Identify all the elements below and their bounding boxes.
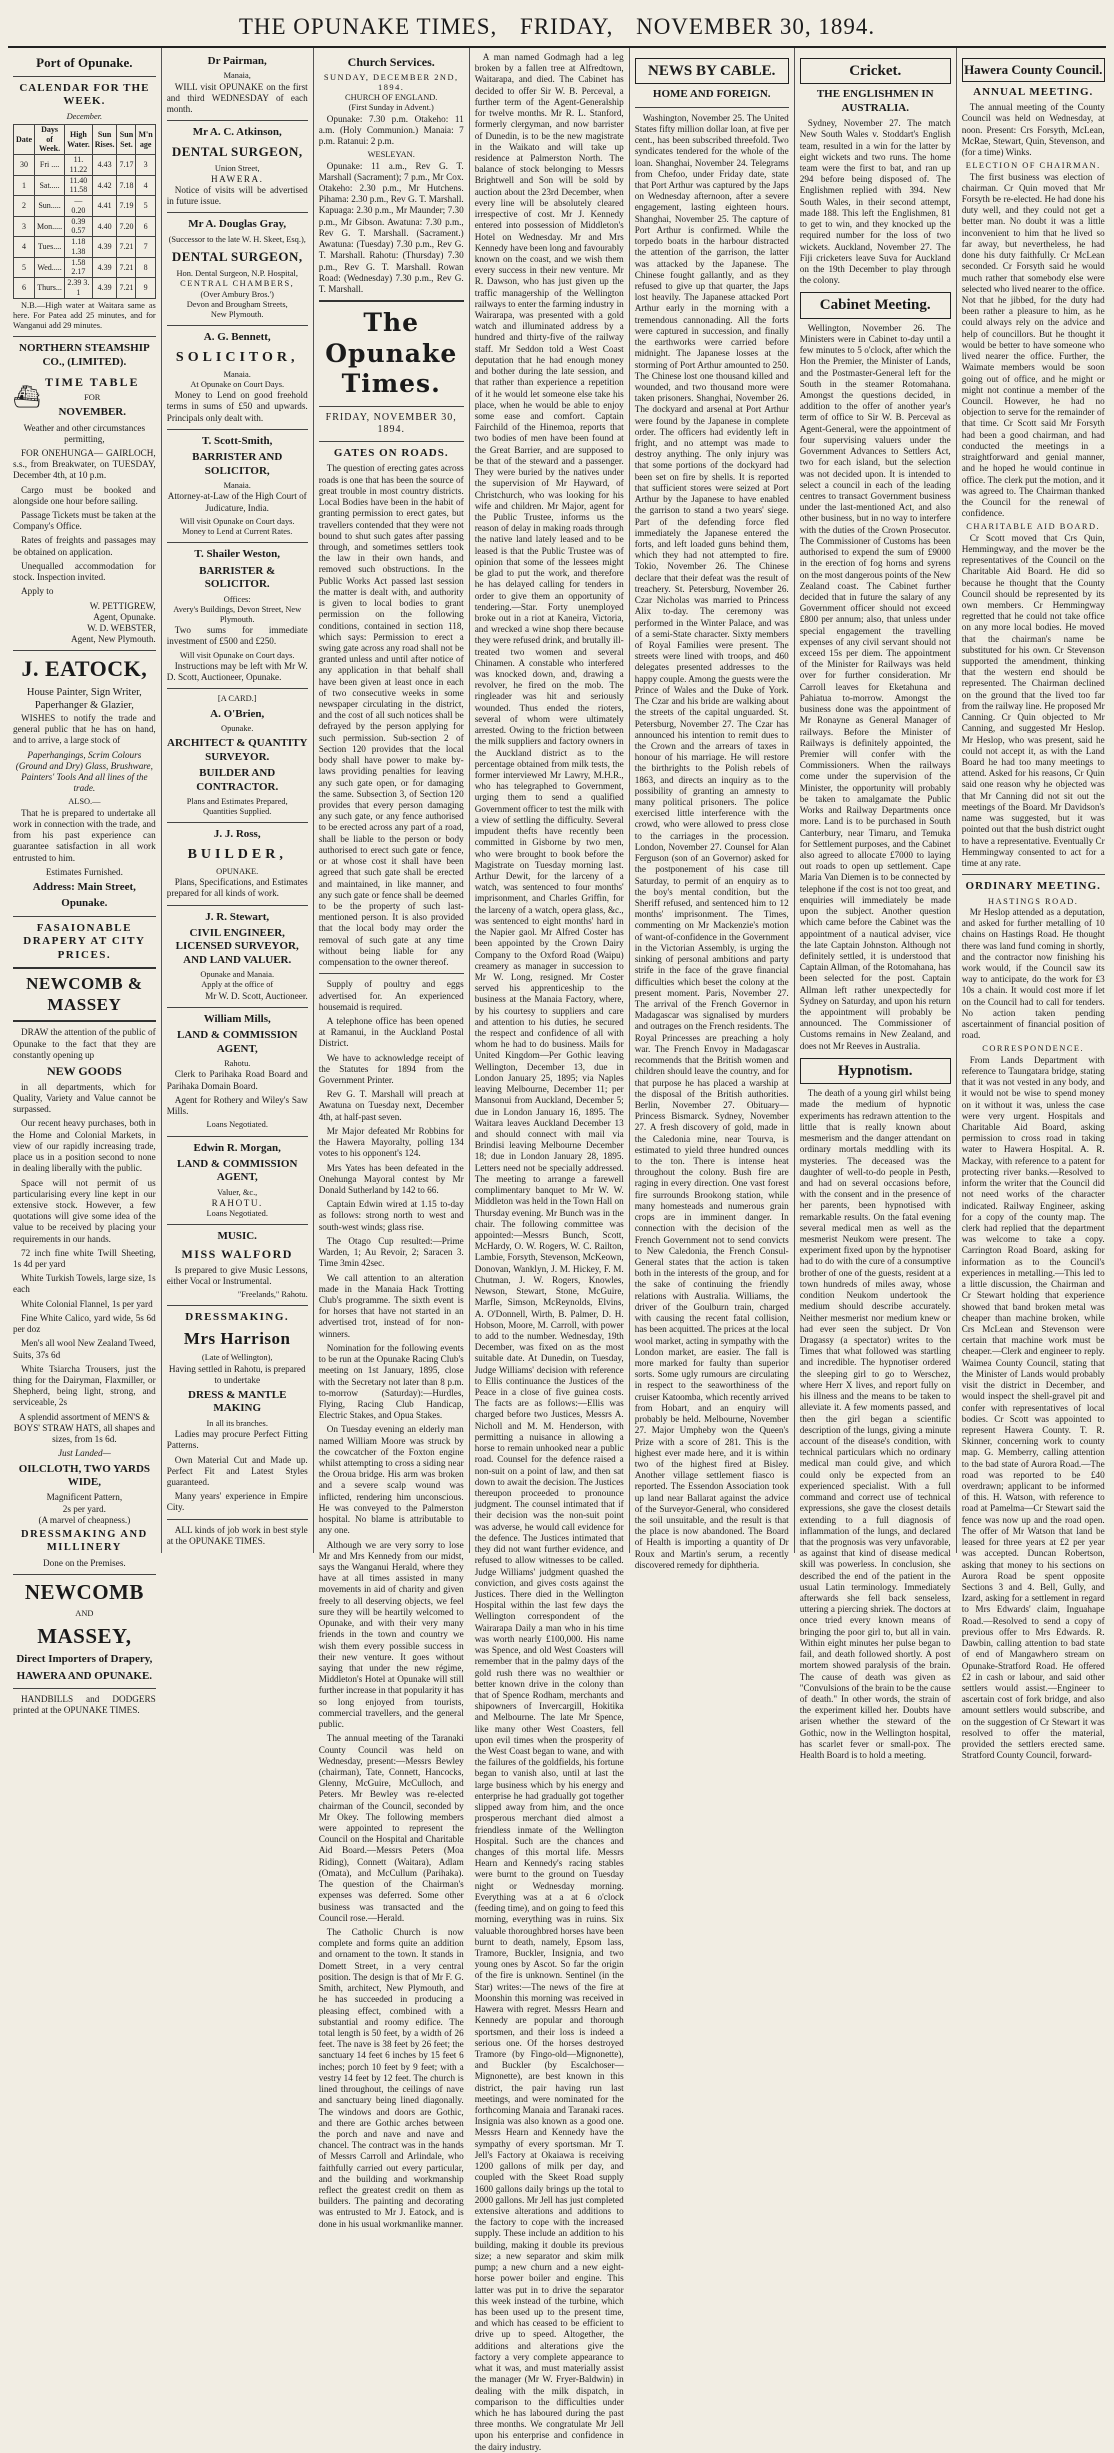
harrison-ladies: Ladies may procure Perfect Fitting Patterns. <box>166 1429 308 1451</box>
tide-header-cell: Sun Rises. <box>92 124 117 154</box>
steamship-icon: ⛴ <box>13 383 41 409</box>
obrien-name: A. O'Brien, <box>210 707 265 720</box>
passage-text: Passage Tickets must be taken at the Company's Office. <box>13 510 156 532</box>
tide-cell: 4.42 <box>92 175 117 196</box>
scott-money: Money to Lend at Current Rates. <box>182 527 293 537</box>
tide-header-cell: M'n age <box>136 124 155 154</box>
gray-hon: Hon. Dental Surgeon, N.P. Hospital, <box>176 269 298 278</box>
stewart-trade: CIVIL ENGINEER, LICENSED SURVEYOR, AND LAND VALUER. <box>175 927 299 966</box>
atkinson-trade: DENTAL SURGEON, <box>171 143 303 159</box>
tide-cell: 7 <box>136 237 155 258</box>
nm2-importers: Direct Importers of Drapery, <box>16 1653 153 1666</box>
nm-calico: Fine White Calico, yard wide, 5s 6d per doz <box>13 1312 156 1335</box>
brief-12: Although we are very sorry to lose Mr and Mrs Kennedy from our midst, says the Wanganui Herald, where they have at all times assisted in many movements in aid of charity and given freely to all deserving objects, we feel sure they will be heartily welcomed to Opunake, and with their very many friends in the town and country we wish them every possible success in their new venture. It goes without saying that under the new régime, Middleton's Hotel at Opunake will still further increase in that popularity it has so long enjoyed from tourists, commercial travellers, and the general public. <box>318 1539 464 1730</box>
brief-11: On Tuesday evening an elderly man named William Moore was struck by the cowcatcher of the Foxton engine whilst attempting to cross a siding near the Oroua bridge. His arm was broken and a severe scalp wound was inflicted, rendering him unconscious. He was conveyed to the Palmerston hospital. No blame is attributable to any one. <box>318 1424 464 1536</box>
morgan-name: Edwin R. Morgan, <box>193 1141 281 1154</box>
church-eng: CHURCH OF ENGLAND. <box>345 93 438 103</box>
masthead-title: THE OPUNAKE TIMES, <box>238 14 498 39</box>
ordinary-heading: ORDINARY MEETING. <box>965 880 1101 893</box>
masthead <box>8 10 1106 48</box>
unequalled-text: Unequalled accommodation for stock. Inspection invited. <box>13 560 156 583</box>
atkinson-town: HAWERA. <box>211 173 264 184</box>
harrison-branches: In all its branches. <box>206 1418 268 1428</box>
address-town: Opunake. <box>61 897 108 910</box>
column-6 <box>795 48 957 1761</box>
council-title: Hawera County Council. <box>962 58 1105 82</box>
brief-3: We have to acknowledge receipt of the Statutes for 1894 from the Government Printer. <box>318 1052 464 1086</box>
rates-text: Rates of freights and passages may be obtained on application. <box>13 535 156 557</box>
obrien-trade: ARCHITECT & QUANTITY SURVEYOR. <box>167 737 308 763</box>
column-2 <box>162 48 314 1553</box>
tide-cell: Wed..... <box>35 257 65 278</box>
gray-name: Mr A. Douglas Gray, <box>188 218 287 231</box>
brief-6: Mrs Yates has been defeated in the Onehunga Mayoral contest by Mr Donald Sutherland by 142 to 66. <box>318 1162 464 1195</box>
stewart-apply: Apply at the office of <box>201 980 274 990</box>
nm-depts: in all departments, which for Quality, Variety and Value cannot be surpassed. <box>13 1081 156 1115</box>
tide-row <box>14 237 156 258</box>
nm2-towns: HAWERA AND OPUNAKE. <box>16 1669 153 1682</box>
tide-cell: 7.17 <box>117 155 136 176</box>
tide-header-cell: Sun Set. <box>117 124 136 154</box>
time-table-label: TIME TABLE <box>44 375 140 390</box>
weston-instr: Instructions may be left with Mr W. D. Scott, Auctioneer, Opunake. <box>166 660 308 683</box>
tide-note: N.B.—High water at Waitara same as here. For Patea add 25 minutes, and for Wanganui add 29 minutes. <box>13 300 156 331</box>
agent1-place: Agent, Opunake. <box>93 611 156 622</box>
eatock-name: J. EATOCK, <box>21 656 148 682</box>
nm-trousers: White Tsiarcha Trousers, just the thing for the Dairyman, Flaxmiller, or Shepherd, being light, strong, and serviceable, 2s <box>13 1363 156 1408</box>
tide-cell: 2 <box>14 196 35 217</box>
steamship-title: NORTHERN STEAMSHIP CO., (LIMITED). <box>19 342 150 368</box>
ross-place: OPUNAKE. <box>216 866 259 876</box>
brief-8: The Otago Cup resulted:—Prime Warden, 1; Au Revoir, 2; Saracen 3. Time 3min 42sec. <box>318 1235 464 1269</box>
tide-header-cell: High Water. <box>65 124 93 154</box>
calendar-title: CALENDAR FOR THE WEEK. <box>19 81 150 108</box>
nm2-massey: MASSEY, <box>37 1623 132 1648</box>
weston-sums: Two sums for immediate investment of £500 and £250. <box>166 625 308 647</box>
church-wes: WESLEYAN. <box>367 150 415 160</box>
card-label: [A CARD.] <box>217 694 257 704</box>
obrien-place: Opunake. <box>221 724 254 734</box>
eatock-also: That he is prepared to undertake all work in connection with the trade, and from his past experience can guarantee satisfaction in all work entrusted to him. <box>13 807 156 863</box>
agent2-place: Agent, New Plymouth. <box>70 634 156 645</box>
tide-cell: 11.40 11.58 <box>65 175 93 196</box>
nm-title: NEWCOMB & MASSEY <box>26 974 143 1014</box>
nm-dress: DRESSMAKING AND MILLINERY <box>21 1529 148 1553</box>
mills-place: Rahotu. <box>224 1059 251 1069</box>
tide-cell: Fri .... <box>35 155 65 176</box>
tide-cell: 4.39 <box>92 237 117 258</box>
obrien-builder: BUILDER AND CONTRACTOR. <box>196 767 279 793</box>
harrison-late: (Late of Wellington), <box>201 1353 273 1363</box>
fashionable: FASAIONABLE DRAPERY AT CITY PRICES. <box>23 921 146 961</box>
for-label: FOR <box>84 392 101 402</box>
tide-cell: 7.19 <box>117 196 136 217</box>
tide-cell: 4 <box>14 237 35 258</box>
tide-cell: 2.39 3. 1 <box>65 278 93 299</box>
church-eng-text: Opunake: 7.30 p.m. Otakeho: 11 a.m. (Holy Communion.) Manaia: 7 p.m. Ratanui: 2 p.m. <box>318 113 464 147</box>
brief-13: The annual meeting of the Taranaki County Council was held on Wednesday, present:—Messrs Bewley (chairman), Tate, Connett, Hancocks, Glenny, McGuire, McCulloch, and Peters. Mr Bewley was re-elected chairman of the Council, seconded by Mr Okey. The following members were appointed to represent the Council on the Hospital and Charitable Aid Board.—Messrs Peters (Moa Riding), Connett (Waitara), Adlam (Omata), and McCullum (Parihaka). The question of the Chairman's expenses was deferred. Some other business was transacted and the Council rose.—Herald. <box>318 1733 464 1923</box>
column-4 <box>470 48 630 2452</box>
scott-visit: Will visit Opunake on Court days. <box>179 516 295 526</box>
nm2-title: NEWCOMB <box>24 1579 144 1604</box>
gray-succ: (Successor to the late W. H. Skeet, Esq.), <box>168 234 306 244</box>
tide-cell: 3 <box>136 155 155 176</box>
tide-cell: 7.21 <box>117 237 136 258</box>
council-text-4: Mr Heslop attended as a deputation, and asked for further metalling of 10 chains on Hastings Road. He thought there was land fund coming in shortly, and the contractor now finishing his work would, if the Council saw its way to anticipate, do the work for £3 10s a chain. It would cost more if let on the Council had to call for tenders. No action taken pending ascertainment of financial position of road. <box>961 906 1105 1041</box>
walford-name: MISS WALFORD <box>181 1246 293 1261</box>
tide-row <box>14 155 156 176</box>
atkinson-note: Notice of visits will be advertised in future issue. <box>166 185 308 207</box>
council-text-3: Cr Scott moved that Crs Quin, Hemmingway, and the mover be the representatives of the Council on the Charitable Aid Board. He did so because he thought that the County Council should be represented by its own members. Cr Hemmingway regretted that he could not take office on any more local bodies. He moved that the chairman's name be substituted for his own. Cr Stevenson supported the amendment, thinking that the western end should be represented. The Chairman declined on the ground that the lived too far from the railway line. He proposed Mr Canning. Cr Quin objected to Mr Canning, and suggested Mr Heslop. Mr Heslop, who was present, said he could not accept it, as with the Land Board he had too many meetings to attend. Asked for his reasons, Cr Quin said one reason why he objected was that Mr Canning did not sit out the meetings of the Board. Mr Davidson's name was suggested, but it was pointed out that the bush district ought to have a representative. Eventually Cr Hemmingway consented to act for a time at any rate. <box>961 532 1105 868</box>
tide-table <box>13 124 156 299</box>
hypnotism-title: Hypnotism. <box>800 1058 951 1084</box>
tide-cell: 11. 11.22 <box>65 155 93 176</box>
brief-10: Nomination for the following events to be run at the Opunake Racing Club's meeting on 1st January, 1895, close with the Secretary not later than 8 p.m. to-morrow (Saturday):—Hurdles, Flying, Racing Club Handicap, Electric Stakes, and Opua Stakes. <box>318 1342 464 1421</box>
nm-towels: White Turkish Towels, large size, 1s each <box>13 1273 156 1295</box>
election-heading: ELECTION OF CHAIRMAN. <box>965 161 1101 171</box>
tide-cell: 1.58 2.17 <box>65 257 93 278</box>
mills-trade: LAND & COMMISSION AGENT, <box>177 1029 298 1055</box>
tide-cell: 8 <box>136 257 155 278</box>
morgan-place: RAHOTU. <box>211 1198 263 1208</box>
tide-cell: 6 <box>136 216 155 237</box>
ross-text: Plans, Specifications, and Estimates prepared for all kinds of work. <box>166 877 308 899</box>
council-text-1: The annual meeting of the County Council was held on Wednesday, at noon. Present: Crs Forsyth, McLean, McRae, Stewart, Quin, Stevenson, and (for a time) Winks. <box>961 102 1105 158</box>
tide-cell: 1 <box>14 175 35 196</box>
brief-5: Mr Major defeated Mr Robbins for the Hawera Mayoralty, polling 134 votes to his opponent's 124. <box>318 1125 464 1159</box>
pairman-place: Manaia, <box>223 71 251 81</box>
gray-chambers: CENTRAL CHAMBERS, <box>180 279 295 289</box>
column-5 <box>630 48 795 1570</box>
stewart-name: J. R. Stewart, <box>205 910 270 923</box>
tide-cell: 4.39 <box>92 278 117 299</box>
nm-new-goods: NEW GOODS <box>46 1064 122 1079</box>
mills-name: William Mills, <box>203 1012 271 1025</box>
masthead-date: NOVEMBER 30, 1894. <box>636 14 876 39</box>
address-label: Address: Main Street, <box>32 880 136 893</box>
tide-cell: Sat..... <box>35 175 65 196</box>
obrien-plans: Plans and Estimates Prepared, <box>186 796 288 806</box>
walford-text: Is prepared to give Music Lessons, either Vocal or Instrumental. <box>166 1264 308 1286</box>
cable-subtitle: HOME AND FOREIGN. <box>652 88 771 101</box>
stewart-scott: Mr W. D. Scott, Auctioneer. <box>205 990 308 1001</box>
walford-addr: "Freelands," Rahotu. <box>237 1289 308 1299</box>
scott-attorney: Attorney-at-Law of the High Court of Judicature, India. <box>167 491 307 513</box>
tide-cell: 4.40 <box>92 216 117 237</box>
tide-cell: 5 <box>136 196 155 217</box>
mills-agent: Agent for Rothery and Wiley's Saw Mills. <box>166 1094 308 1117</box>
tide-cell: Thurs... <box>35 278 65 299</box>
tide-header-cell: Days of Week. <box>35 124 65 154</box>
council-subtitle: ANNUAL MEETING. <box>973 85 1094 98</box>
tide-cell: 0.39 0.57 <box>65 216 93 237</box>
cable-title: NEWS BY CABLE. <box>635 58 789 84</box>
stewart-place: Opunake and Manaia. <box>200 970 275 980</box>
nm-purchases: Our recent heavy purchases, both in the Home and Colonial Markets, in view of our rapidly increasing trade, place us in a position second to none in dealing liberally with the public. <box>13 1118 156 1174</box>
council-text-5: From Lands Department with reference to Taungatara bridge, stating that it was not vested in any body, and it would not be wise to spend money on it without it was, unless the case were very urgent. Hospitals and Charitable Aid Board, asking permission to cross road in taking water to Hawera Hospital. A. R. Mackay, with reference to a patent for protecting river banks.—Resolved to inform the writer that the Council did not need works of the character indicated. Railway Engineer, asking for a copy of the county map. The clerk had replied that the department was welcome to take a copy. Carrington Road Board, asking for information as to the Council's experiences in metalling.—This led to a little discussion, the Chairman and Cr Stewart holding that experience showed that band broken metal was cheaper than machine broken, while Crs McLean and Stevenson were certain that machine work must be cheaper.—Clerk and engineer to reply. Waimea County Council, stating that the Minister of Lands would probably visit the district in December, and would inspect the shell-gravel pit and confer with representatives of local bodies. Cr Scott was appointed to represent Hawera County. T. R. Skinner, concerning work to county map. G. Memberry, calling attention to the bad state of Aurora Road.—The road was reported to be £40 overdrawn; applicant to be informed of this. H. Watson, with reference to road at Pamelma—Cr Stewart said the fence was now up and the road open. The offer of Mr Watson that land be leased for three years at £2 per year was accepted. Duncan Robertson, asking that money to his sections on Aurora Road be spent opposite Sections 3 and 4. Bell, Gully, and Izard, asking for a settlement in regard to Mrs Edwards' claim, Inguahape Road.—Resolved to send a copy of previous offer to Mrs Edwards. R. Dawbin, calling attention to bad state of end of Mangawhero stream on Opunake-Stratford Road. He offered £2 in cash or labour, and said other settlers would assist.—Engineer to ascertain cost of fork bridge, and also amount settlers would subscribe, and on the suggestion of Cr Stewart it was resolved to offer the material, provided the settlers erected same. Stratford County Council, forward- <box>961 1054 1105 1761</box>
scott-place: Manaia. <box>223 481 251 491</box>
brief-4: Rev G. T. Marshall will preach at Awatuna on Tuesday next, December 4th, at half-past seven. <box>318 1089 464 1122</box>
bennett-court: At Opunake on Court Days. <box>190 379 285 389</box>
brief-9: We call attention to an alteration made in the Manaia Hack Trotting Club's programme. The sixth event is for horses that have not started in an advertised trot, instead of for non-winners. <box>318 1272 464 1339</box>
tide-cell: Tues.... <box>35 237 65 258</box>
scott-name: T. Scott-Smith, <box>202 434 273 447</box>
brief-14: The Catholic Church is now complete and forms quite an addition and ornament to the town. It stands in Domett Street, in a very central position. The design is that of Mr F. G. Smith, architect, New Plymouth, and he has succeeded in producing a pleasing effect, combined with a substantial and roomy edifice. The total length is 50 feet, by a width of 26 feet. The nave is 38 feet by 26 feet; the sanctuary 14 feet 6 inches by 15 feet 6 inches; porch 10 feet by 9 feet; with a vestry 14 feet by 12 feet. The church is lined throughout, the ceilings of nave and sanctuary being lined diagonally. The windows and doors are Gothic, and there are Gothic arches between the porch and nave and nave and chancel. The contract was in the hands of Messrs Carroll and Arlindale, who faithfully carried out every particular, and the building and workmanship reflect the greatest credit on them as builders. The painting and decorating was entrusted to Mr J. Eatock, and is done in his usual workmanlike manner. <box>318 1927 464 2229</box>
weston-addr: Avery's Buildings, Devon Street, New Plymouth. <box>173 604 302 625</box>
onehunga-text: FOR ONEHUNGA— GAIRLOCH, s.s., from Breakwater, on TUESDAY, December 4th, at 10 p.m. <box>13 447 156 481</box>
tide-cell: 9 <box>136 278 155 299</box>
correspondence-heading: CORRESPONDENCE. <box>982 1044 1085 1054</box>
morgan-trade: LAND & COMMISSION AGENT, <box>177 1157 298 1184</box>
nm-premises: Done on the Premises. <box>43 1557 126 1568</box>
church-title: Church Services. <box>347 55 435 69</box>
dress-title: DRESSMAKING. <box>185 1311 290 1324</box>
tide-row <box>14 216 156 237</box>
cricket-text: Sydney, November 27. The match New South Wales v. Stoddart's English team, resulted in a win for the latter by eight wickets and two runs. The home team were the first to bat, and ran up 294 before being disposed of. The Englishmen replied with 394. New South Wales, in their second attempt, made 188. This left the Englishmen, 81 to get to win, and they knocked up the required number for the loss of two wickets. Auckland, November 27. The Fiji cricketers leave Suva for Auckland on the 19th December to play through the colony. <box>799 118 951 286</box>
morgan-loans: Loans Negotiated. <box>206 1209 268 1219</box>
tide-cell: 7.20 <box>117 216 136 237</box>
music-title: MUSIC. <box>217 1230 257 1243</box>
tide-cell: 7.18 <box>117 175 136 196</box>
bennett-name: A. G. Bennett, <box>203 331 271 344</box>
port-title: Port of Opunake. <box>36 55 133 70</box>
cricket-title: Cricket. <box>800 58 951 84</box>
also-label: ALSO.— <box>68 797 101 807</box>
morgan-valuer: Valuer, &c., <box>217 1187 258 1197</box>
atkinson-street: Union Street, <box>214 163 260 173</box>
scott-trade: BARRISTER AND SOLICITOR, <box>192 451 283 477</box>
weston-offices: Offices: <box>223 594 251 604</box>
mills-clerk: Clerk to Parihaka Road Board and Parihaka Domain Board. <box>166 1069 308 1091</box>
cricket-subtitle: THE ENGLISHMEN IN AUSTRALIA. <box>816 88 934 114</box>
harrison-name: Mrs Harrison <box>183 1328 291 1348</box>
pairman-name: Dr Pairman, <box>207 55 267 67</box>
tide-cell: 7.21 <box>117 257 136 278</box>
tide-cell: 4.39 <box>92 257 117 278</box>
obrien-quant: Quantities Supplied. <box>203 807 272 817</box>
gray-trade: DENTAL SURGEON, <box>171 249 303 265</box>
nm2-and: AND <box>75 1609 94 1619</box>
tide-cell: 5 <box>14 257 35 278</box>
tide-cell: 3 <box>14 216 35 237</box>
council-text-2: The first business was election of chairman. Cr Quin moved that Mr Forsyth be re-elected. He had done his duty well, and they could not get a better man. No doubt it was a little inconvenient to him that he lived so far away, but nevertheless, he had done his duty faithfully. Cr McLean seconded. Cr Forsyth said he would much rather that somebody else were selected who lived nearer to the office. Not that he jibbed, for the duty had been rather a pleasure to him, as he could always rely on the advice and help of councillors. But he thought it would be better to have someone who lived nearer the office. Further, the Waimate members would be soon going out of office, and he might or might not continue a member of the Council. However, he had no objection to serve for the remainder of that time. Cr Scott said Mr Forsyth had been a good chairman, and had conducted the meetings in a straightforward and genial manner, and he hoped he would continue in office. The clerk put the motion, and it was agreed to. The Chairman thanked the Council for the renewal of confidence. <box>961 171 1105 519</box>
month-label: NOVEMBER. <box>58 406 126 419</box>
column-7 <box>957 48 1110 1761</box>
all-kinds: ALL kinds of job work in best style at the OPUNAKE TIMES. <box>166 1524 308 1546</box>
paper-date: FRIDAY, NOVEMBER 30, 1894. <box>325 411 457 435</box>
tide-header-cell: Date <box>14 124 35 154</box>
bennett-money: Money to Lend on good freehold terms in sums of £50 and upwards. Principals only dealt with. <box>166 390 308 423</box>
tide-row <box>14 278 156 299</box>
handbills: HANDBILLS and DODGERS printed at the OPUNAKE TIMES. <box>13 1694 156 1716</box>
nm-flannel: White Colonial Flannel, 1s per yard <box>21 1298 153 1309</box>
nm-pattern: Magnificent Pattern, <box>46 1492 123 1503</box>
masthead-day: FRIDAY, <box>520 14 614 39</box>
bennett-place: Manaia. <box>223 369 251 379</box>
nm-oilcloth: OILCLOTH, TWO YARDS WIDE, <box>18 1462 151 1488</box>
nm-price: 2s per yard. <box>62 1503 106 1514</box>
eatock-trade: House Painter, Sign Writer, Paperhanger & Glazier, <box>26 687 142 712</box>
gates-text: The question of erecting gates across roads is one that has been the source of great trouble in most country districts. Local Bodies have been in the habit of granting permission to erect gates, but travellers contended that they were not bound to shut such gates after passing through, and sometimes settlers took the law in their own hands, and removed such obstructions. In the Public Works Act passed last session the matter is dealt with, and authority is given to local bodies to grant permission on the following conditions, contained in section 118, which says: Permission to erect a swing gate across any road shall not be granted unless and until after notice of any application in that behalf shall have been given at least once in each of two consecutive weeks in some newspaper circulating in the district, and the cost of all such notices shall be defrayed by the person applying for such permission. Sub-section 2 of Section 120 provides that the local body shall have power to make by-laws providing penalties for leaving any such gate open, or for damaging the same. Subsection 3, of Section 120 provides that every person damaging any such gate, or any fence authorised to be erected across any part of a road, shall be liable to the person or body authorised to erect such gate or fence, or at whose cost it shall have been agreed that such gate shall be erected and maintained, in like manner, and any such gate or fence shall be deemed to be the property of such last-mentioned person. It is also provided that the local body may order the removal of such gate at any time without being liable for any compensation to the owner thereof. <box>318 463 464 968</box>
tide-cell: Mon..... <box>35 216 65 237</box>
cabinet-text: Wellington, November 26. The Ministers were in Cabinet to-day until a few minutes to 5 o'clock, after which the Hon the Premier, the Minister of Lands, and the Postmaster-General left for the South in the steamer Rotomahana. Amongst the questions decided, in addition to the offer of another year's term of office to Sir W. B. Perceval as Agent-General, were the appointment of four supervising valuers under the Government Advances to Settlers Act, two for each island, but the selection was not decided upon. It is intended to select a council in each of the leading centres to transact Government business under the last-mentioned Act, and also other business, but in no way to interfere with the duties of the Crown Prosecutor. The Commissioner of Customs has been authorised to expend the sum of £9000 in the erection of fog horns and syrens on the most dangerous points of the New Zealand coast. The Cabinet further decided that in future the salary of any Government officer should not exceed £800 per annum; also, that unless under special engagement the travelling expenses of any civil servant should not exceed 15s per diem. The appointment of the Minister for Railways was held over for further consideration. Mr Carroll leaves for Eketahuna and Pahiatua to-morrow. Amongst the business done was the appointment of Mr Ronayne as General Manager of railways. Before the Minister of Railways is definitely appointed, the Premier will confer with the Commissioners. When the railways come under the supervision of the Minister, the opportunity will probably be taken to amalgamate the Public Works and Railway Departments once more. Land is to be purchased in South Canterbury, near Timaru, and Temuka for Settlement purposes, and the Cabinet also agreed to allocate £7000 to laying out roads to open up settlement. Cape Maria Van Diemen is to be connected by telephone if the cost is not too great, and enquiries will immediately be made upon the subject. Another question which came before the Cabinet was the appointment of a nautical adviser, vice the late Captain Johnston. Although not definitely settled, it is understood that Captain Allman, of the Rotomahana, has been selected for the post. Captain Allman left rather unexpectedly for Sydney on Saturday, and upon his return the appointment will probably be announced. The Commissioner of Customs remains in New Zealand, and does not Mr Reeves in Australia. <box>799 322 951 1051</box>
tide-row <box>14 196 156 217</box>
hypnotism-text: The death of a young girl whilst being made the medium of hypnotic experiments has redrawn attention to the little that is really known about mesmerism and the danger attendant on ordinary mortals meddling with its mysteries. The deceased was the daughter of well-to-do people in Pesth, and had on several occasions before, with the consent and in the presence of her parents, been hypnotised with remarkable results. On the fatal evening several medical men as well as the mesmerist Neukom were present. The experiment fixed upon by the hypnotiser had to do with the cure of a consumptive brother of one of the guests, resident at a town hundreds of miles away, whose condition Neukom undertook the medium should describe accurately. Neither mesmerist nor medium knew or had ever seen the subject. Dr Von Dragassy (a spectator) writes to the Times that what followed was startling and incredible. The hypnotiser ordered the sleeping girl to go to Werschez, where Herr X lives, and report fully on his illness and the means to be taken to alleviate it. A few moments passed, and then the girl began a scientific description of the lungs, giving a minute account of the disease's condition, with technical particulars which no ordinary medical man could give, and which could only be expected from an experienced specialist. With a full command and correct use of technical expressions, she gave the closest details extending to a full diagnosis of inflammation of the lungs, and declared that the prognosis was very unfavorable, as against that kind of disease medical skill was powerless. In conclusion, she described the end of the patient in the usual Latin terminology. Immediately afterwards she fell back senseless, uttering a piercing shriek. The doctors at once tried every known means of bringing the poor girl to, but all in vain. Within eight minutes her pulse began to fail, and death followed shortly. A post mortem showed paralysis of the brain. The cause of death was given as "Convulsions of the brain to be the cause of death." In other words, the strain of the experiment killed her. Doubts have arisen whether the steward of the Gothic, now in the Wellington hospital, has scarlet fever or small-pox. The Health Board is to hold a meeting. <box>799 1088 951 1761</box>
church-date: SUNDAY, DECEMBER 2ND, 1894. <box>323 72 459 92</box>
cabinet-title: Cabinet Meeting. <box>800 292 951 318</box>
tide-row <box>14 175 156 196</box>
harrison-text: Having settled in Rahotu, is prepared to undertake <box>168 1363 306 1385</box>
ross-name: J. J. Ross, <box>213 828 261 841</box>
gray-town: New Plymouth. <box>210 310 264 319</box>
nm-twill: 72 inch fine white Twill Sheeting, 1s 4d per yard <box>13 1247 156 1270</box>
tide-cell: — 0.20 <box>65 196 93 217</box>
nm-space: Space will not permit of us particularising every line kept in our extensive stock. However, a few quotations will give some idea of the value to be received by placing your requirements in our hands. <box>13 1177 156 1244</box>
weston-name: T. Shailer Weston, <box>194 548 280 561</box>
agent1-name: W. PETTIGREW, <box>89 600 156 611</box>
tide-cell: 30 <box>14 155 35 176</box>
agent2-name: W. D. WEBSTER, <box>87 623 156 634</box>
paper-title: The Opunake Times. <box>325 308 458 399</box>
church-advent: (First Sunday in Advent.) <box>348 103 434 113</box>
cable-text: Washington, November 25. The United States fifty million dollar loan, at five per cent., has been subscribed threefold. Two syndicates tendered for the whole of the loan. Shanghai, November 24. Telegrams from Chefoo, under Friday date, state that Port Arthur was captured by the Japs on Wednesday afternoon, after a severe engagement, lasting eighteen hours. Shanghai, November 25. The capture of Port Arthur is confirmed. While the torpedo boats in the harbour distracted the attention of the garrison, the latter was attacked by the Japanese. The Chinese fought gallantly, and as they refused to give up that quarter, the Japs lost heavily. The Japanese attacked Port Arthur early in the morning with a tremendous cannonading. All the forts were captured in succession, and finally the earthworks were carried before midnight. The Japanese losses at the storming of Port Arthur amounted to 250. The Chinese lost one thousand killed and wounded, and two thousand more were taken prisoners. Shanghai, November 26. The dockyard and arsenal at Port Arthur were found by the Japanese in complete order. The officers had evidently left in fright, and no attempt was made to destroy anything. The only injury was that some portions of the dockyard had been set on fire by shells. It is reported that sufficient stores were seized at Port Arthur by the Japanese to have enabled the garrison to stand a two years' siege. Part of the defending force fled immediately the Japanese entered the forts, and left loaded guns behind them, which they had not attempted to fire. Tokio, November 26. The Chinese declare that their defeat was the result of treachery. St. Petersburg, November 26. Czar Nicholas was married to Princess Alix to-day. The ceremony was performed in the Winter Palace, and was of a semi-State character. Sixty members of Royal Families were present. The streets were lined with troops, and 460 delegates presented addresses to the happy couple. Among the guests were the Prince of Wales and the Duke of York. The Czar and his bride are walking about the streets of the capital unguarded. St. Petersburg, November 27. The Czar has announced his intention to remit dues to the Crown and the arrears of taxes in honour of his marriage. He will restore the birthrights to the Polish rebels of 1863, and directs an inquiry as to the possibility of granting an amnesty to many political prisoners. The police exercised little interference with the crowd, who were allowed to press close to the carriages in the procession. London, November 27. Counsel for Alan Ferguson (son of an Governor) asked for the postponement of his case till Saturday, to permit of an enquiry as to the boy's mental condition, but the Sheriff refused, and sentenced him to 12 months' imprisonment. The Times, commenting on Mr Mackenzie's motion of want-of-confidence in the Government in the Victorian Assembly, is urging the sinking of personal ambitions and party strife in the face of the grave financial difficulties which beset the colony at the present moment. Paris, November 27. The arrival of the French Governor in Madagascar was signalised by murders and outrages on the French residents. The Royal Princesses are preaching a holy war. The French Envoy in Madagascar recommends that the British women and children should leave the country, and for that purpose he has placed a warship at the disposal of the British authorities. Berlin, November 27. Obituary—Princess Bismarck. Sydney, November 27. A fresh discovery of gold, made in the Caledonia mine, near Tourva, is estimated to yield three hundred ounces to the ton. There is intense heat throughout the colony. Bush fire are raging in every direction. One vast forest fire surrounds Brookong station, while many homesteads and numerous grain crops are in imminent danger. In connection with the decision of the French Government not to send convicts to New Caledonia, the French Consul-General states that the action is taken both in the interests of the group, and for the sake of continuing the friendly relations with Australia. Williams, the driver of the Goulburn train, charged with causing the recent fatal collision, has been acquitted. The prices at the local wool market, acting in sympathy with the London market, are easier. The fall is more marked for faulty than superior sorts. Some ugly rumours are circulating in respect to the seaworthiness of the cruiser Katoomba, which recently arrived from Hobart, and an enquiry will probably be held. Melbourne, November 27. Major Umpheby won the Queen's Prize with a score of 281. This is the highest ever made here, and it is within two of the highest fired at Bisley. Another village settlement fiasco is reported. The Essendon Association took up land near Ballarat against the advice of the Surveyor-General, who considered the soil unsuitable, and the result is that the place is now abandoned. The Board of Health is importing a quantity of Dr Roux and Martin's serum, a recently discovered remedy for diphtheria. <box>634 112 789 1570</box>
church-wes-text: Opunake: 11 a.m., Rev G. T. Marshall (Sacrament); 7 p.m., Mr Cox. Otakeho: 2.30 p.m., Mr Hutchens. Pihama: 2.30 p.m., Rev G. T. Marshall. Kapuaga: 2.30 p.m., Mr Maunder; 7.30 p.m., Mr Gibson. Awatuna: 7.30 p.m., Rev G. T. Marshall. (Sacrament.) Awatuna: (Tuesday) 7.30 p.m., Rev G. T. Marshall. Rahotu: (Thursday) 7.30 p.m., Rev G. T. Marshall. Rowan Road: (Wednesday) 7.30 p.m., Rev G. T. Marshall. <box>318 160 464 294</box>
column-3 <box>314 48 470 2229</box>
tide-cell: 7.21 <box>117 278 136 299</box>
pairman-text: WILL visit OPUNAKE on the first and third WEDNESDAY of each month. <box>166 81 308 115</box>
nm-marvel: (A marvel of cheapness.) <box>38 1514 131 1525</box>
calendar-month: December. <box>66 111 103 121</box>
brief-2: A telephone office has been opened at Ramanui, in the Auckland Postal District. <box>318 1015 464 1049</box>
tide-cell: 6 <box>14 278 35 299</box>
harrison-dress: DRESS & MANTLE MAKING <box>188 1389 287 1415</box>
cargo-text: Cargo must be booked and alongside one hour before sailing. <box>13 484 156 506</box>
gray-streets: Devon and Brougham Streets, <box>186 299 288 309</box>
weston-trade: BARRISTER & SOLICITOR. <box>199 564 276 591</box>
ross-trade: BUILDER, <box>187 846 287 862</box>
harrison-many: Many years' experience in Empire City. <box>166 1491 308 1513</box>
tide-cell: Sun..... <box>35 196 65 217</box>
tide-cell: 4.41 <box>92 196 117 217</box>
column-4-text: A man named Godmagh had a leg broken by a fallen tree at Alfredtown, Waitarapa, and died. The Cabinet has decided to offer Sir W. B. Perceval, a further term of the Agent-Generalship for twelve months. Mr R. L. Stanford, formerly clergyman, and now barrister of Dunedin, is to be the new magistrate in the Waikato and will take up residence at Palmerston North. The balance of stock belonging to Messrs Brightwell and Son will be sold by auction about the 23rd December, when every line will be absolutely cleared irrespective of cost. Mr J. Kennedy entered into possession of Middleton's Hotel on Wednesday. Mr and Mrs Kennedy have been long and favourably known on the coast, and we wish them every success in their new venture. Mr R. Dawson, who has just given up the traffic managership of the Wellington railways to enter the farming industry in Wairarapa, was presented with a gold watch and illuminated address by a hundred and thirty-five of the railway staff. Mr Seddon told a West Coast deputation that he had enough money and bother during the late session, and that rather than experience a repetition of it he would let someone else take his place, when he would be able to enjoy some ease and comfort. Captain Fairchild of the Hinemoa, reports that two bodies of men have been found at the Great Barrier, and are supposed to be that of the steward and a passenger. They were buried by the natives under the supervision of Mr Hayward, of Christchurch, who was looking for his wife and children. Mr Major, agent for the Public Trustee, informs us the reason of delay in making roads through the native land lately leased and to be leased is that the Public Trustee was of opinion that some of the lessees might be glad to put the work, and therefore he has delayed calling for tenders in order to give them an opportunity of tendering.—Star. Forty unemployed broke out in a riot at Kaneira, Victoria, and wrecked a wine shop there because they were refused drink, and brutally ill-treated two women and several Chinamen. A constable who interfered was knocked down, and, drawing a revolver, he fired on the mob. The ringleader was hit and seriously wounded. Thus ended the rioters, several of whom were ultimately arrested. Owing to the friction between the milk suppliers and factory owners in the Auckland district as to the percentage obtained from milk tests, the former interviewed Mr Lawry, M.H.R., who has telegraphed to Government, urging them to send a qualified Government officer to test the milk with a view of settling the difficulty. Several impudent thefts have recently been committed in Gisborne by two men, who were brought to book before the Magistrate on Tuesday morning last. Arthur Dewit, for the larceny of a watch, was sentenced to four months' imprisonment, and Charles Griffin, for the larceny of a watch, opera glass, &c., was sentenced to eight months' hard in the Napier gaol. Mr Alfred Coster has been appointed by the Crown Dairy Company to the Oxford Road (Waipu) creamery as manager in succession to Mr W. Long, resigned. Mr Coster served his apprenticeship to the business at the Manaia Factory, where, by his courtesy to suppliers and care and attention to his duties, he secured the respect and confidence of all with whom he had to do business. Mails for United Kingdom—Per Gothic leaving Wellington, December 13, due in London January 25, 1895; via Naples leaving Melbourne, December 11; per Mansonui from Auckland, December 5; due in London January 16, 1895. The Waitara leaves Auckland December 13 and should connect with mail via Brindisi leaving Melbourne December 18; due in London January 28, 1895. Letters need not be specially addressed. The meeting to arrange a farewell complimentary banquet to Mr W. W. Middleton was held in the Town Hall on Thursday evening. Mr Bunch was in the chair. The following committee was appointed:—Messrs Bunch, Scott, McHardy, O. W. Rogers, W. C. Railton, Lambie, Forsyth, Stevenson, McKeown, Donovan, Wanklyn, J. M. Hickey, F. M. Chutman, J. W. Rogers, Knowles, Newson, Stewart, Stone, McGuire, Marfle, Simson, McReynolds, Elvins, A. O'Donnell, Wirth, B. Palmer, D. H. Hobson, Moore, M. Carroll, with power to add to the number. Wednesday, 19th December, was fixed on as the most suitable date. At Dunedin, on Tuesday, Judge Williams' decision with reference to Ellis continuance the Justices of the Peace in a close of five guinea costs. The facts are as follows:—Ellis was charged before two Justices, Messrs A. Nicholl and M. M. Henderson, with permitting a nuisance in allowing a horse to remain unhooked near a public road. Counsel for the defence raised a non-suit on a point of law, and then sat down to await the decision. The Justices thereupon proceeded to pronounce judgment. The counsel intimated that if their decision was the non-suit point was adverse, he would call evidence for the defence. The Justices intimated that they did not want further evidence, and refused to allow witnesses to be called. Judge Williams' judgment quashed the conviction, and gives costs against the Justices. There died in the Wellington Hospital within the last few days the Wellington correspondent of the Wairarapa Daily a man who in his time was worth nearly £100,000. His name was Spence, and old West Coasters will remember that in the palmy days of the gold rush there was no wealthier or better known drive in the colony than that of Spence Rodham, merchants and shipowners of Invercargill, Hokitika and Melbourne. The late Mr Spence, like many other West Coasters, fell upon evil times when the prosperity of the West Coast began to wane, and with the failures of the goldfields, his fortune began to vanish also, until at last the large business which by his energy and enterprise he had gradually got together slipped away from him, and the once prosperous merchant died almost a friendless inmate of the Wellington Hospital. Such are the chances and changes of this mortal life. Messrs Hearn and Kennedy's racing stables were burnt to the ground on Tuesday night or Wednesday morning. Everything was at a at 6 o'clock (feeding time), and on going to feed this morning, everything was in ruins. Six valuable thoroughbred horses have been burnt to death, namely, Epsom lass, Tramore, Buckler, Insignia, and two young ones by Ascot. So far the origin of the fire is unknown. Sentinel (in the Star) writes:—The news of the fire at Moonshin this morning was received in Hawera with regret. Messrs Hearn and Kennedy are popular and thorough sportsmen, and their loss is indeed a serious one. Of the horses destroyed Tramore (by Fingo-old—Mignonette), and Buckler (by Escalchoser—Mignonette), are best known in this district, the pair having run last meetings, and were nominated for the forthcoming Manaia and Taranaki races. Insignia was also known as a good one. Messrs Hearn and Kennedy have the sympathy of every sportsman. Mr T. Jell's Factory at Okaiawa is receiving 1200 gallons of milk per day, and coupled with the Skeet Road supply 1600 gallons daily brings up the total to 2000 gallons. Mr Jell has just completed extensive alterations and additions to the factory to cope with the increased supply. These include an addition to his building, making it double its previous size; a new separator and skim milk pump; a new churn and a new eight-horse power boiler and engine. This latter was put in to drive the separator this week instead of the turbine, which has been used up to the present time, and which has ceased to be efficient to drive up to speed. Altogether, the additions and alterations give the factory a very complete appearance to what it was, and must materially assist the manager (Mr W. Fryer-Baldwin) in dealing with the milk dispatch, in comparison to the difficulties under which he has laboured during the past three months. We congratulate Mr Jell upon his enterprise and confidence in the dairy industry. <box>474 52 624 2452</box>
column-1 <box>8 48 162 1716</box>
weather-text: Weather and other circumstances permitting, <box>23 422 146 444</box>
tide-cell: 4 <box>136 175 155 196</box>
apply-to: Apply to <box>21 586 54 597</box>
tide-cell: 1.18 1.38 <box>65 237 93 258</box>
estimates: Estimates Furnished. <box>45 866 123 877</box>
nm-hats: A splendid assortment of MEN'S & BOYS' STRAW HATS, all shapes and sizes, from 1s 6d. <box>13 1411 155 1445</box>
brief-7: Captain Edwin wired at 1.15 to-day as follows: strong north to west and south-west winds; glass rise. <box>318 1199 464 1232</box>
gates-title: GATES ON ROADS. <box>333 447 449 460</box>
atkinson-name: Mr A. C. Atkinson, <box>192 126 282 139</box>
harrison-own: Own Material Cut and Made up. Perfect Fit and Latest Styles guaranteed. <box>166 1454 308 1487</box>
tide-row <box>14 257 156 278</box>
eatock-stock: Paperhangings, Scrim Colours (Ground and Dry) Glass, Brushware, Painters' Tools And all lines of the trade. <box>15 749 153 794</box>
nm-landed: Just Landed— <box>57 1448 111 1459</box>
charitable-heading: CHARITABLE AID BOARD. <box>966 522 1101 532</box>
hastings-heading: HASTINGS ROAD. <box>988 896 1079 906</box>
nm-draw: DRAW the attention of the public of Opunake to the fact that they are constantly opening up <box>13 1027 156 1060</box>
bennett-trade: SOLICITOR, <box>175 349 299 365</box>
mills-loans: Loans Negotiated. <box>206 1120 268 1130</box>
weston-visit: Will visit Opunake on Court days. <box>179 650 295 660</box>
tide-cell: 4.43 <box>92 155 117 176</box>
gray-over: (Over Ambury Bros.') <box>200 289 274 299</box>
nm-suits: Men's all wool New Zealand Tweed, Suits, 37s 6d <box>13 1338 156 1360</box>
eatock-wishes: WISHES to notify the trade and general public that he has on hand, and to arrive, a large stock of <box>13 712 156 746</box>
brief-1: Supply of poultry and eggs advertised for. An experienced housemaid is required. <box>318 979 464 1012</box>
